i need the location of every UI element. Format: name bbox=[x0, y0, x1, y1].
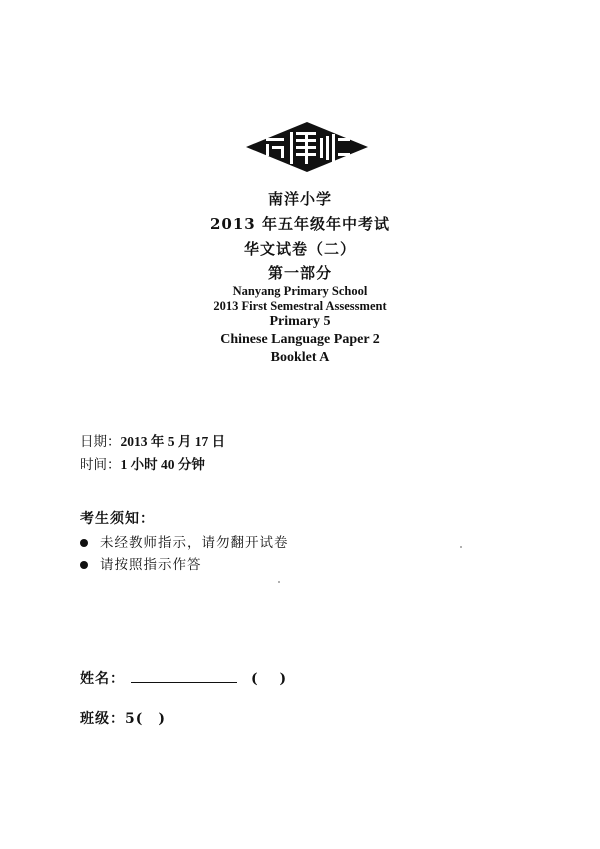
bullet-icon bbox=[80, 539, 88, 547]
time-line bbox=[80, 453, 205, 473]
school-logo bbox=[246, 122, 368, 172]
name-paren: ( ) bbox=[251, 671, 288, 687]
time-value: 1 小时 40 分钟 bbox=[120, 457, 205, 472]
class-label: 班级： bbox=[80, 711, 125, 727]
note-text: 未经教师指示，请勿翻开试卷 bbox=[100, 535, 289, 551]
exam-title-zh: 2013 年五年级年中考试 bbox=[210, 215, 390, 233]
school-name-en: Nanyang Primary School bbox=[232, 284, 368, 298]
paper-title-zh: 华文试卷（二） bbox=[243, 240, 356, 258]
name-blank[interactable] bbox=[131, 668, 237, 683]
note-item bbox=[80, 531, 289, 551]
scan-speck bbox=[278, 581, 280, 583]
note-item bbox=[80, 553, 202, 573]
name-field bbox=[80, 668, 287, 688]
date-line bbox=[80, 430, 225, 450]
booklet-en: Booklet A bbox=[270, 350, 330, 365]
level-en: Primary 5 bbox=[269, 314, 331, 329]
note-text: 请按照指示作答 bbox=[100, 557, 202, 573]
exam-title-en: 2013 First Semestral Assessment bbox=[213, 299, 387, 313]
school-name-zh: 南洋小学 bbox=[267, 190, 332, 208]
notes-title: 考生须知： bbox=[80, 511, 155, 527]
time-label: 时间： bbox=[80, 457, 121, 473]
class-value: 5( ) bbox=[125, 711, 166, 727]
class-field bbox=[80, 708, 166, 728]
scan-speck bbox=[460, 546, 462, 548]
date-label: 日期： bbox=[80, 434, 121, 450]
bullet-icon bbox=[80, 561, 88, 569]
part-title-zh: 第一部分 bbox=[267, 264, 332, 282]
paper-title-en: Chinese Language Paper 2 bbox=[220, 332, 380, 347]
date-value: 2013 年 5 月 17 日 bbox=[120, 434, 226, 449]
name-label: 姓名： bbox=[80, 671, 125, 687]
